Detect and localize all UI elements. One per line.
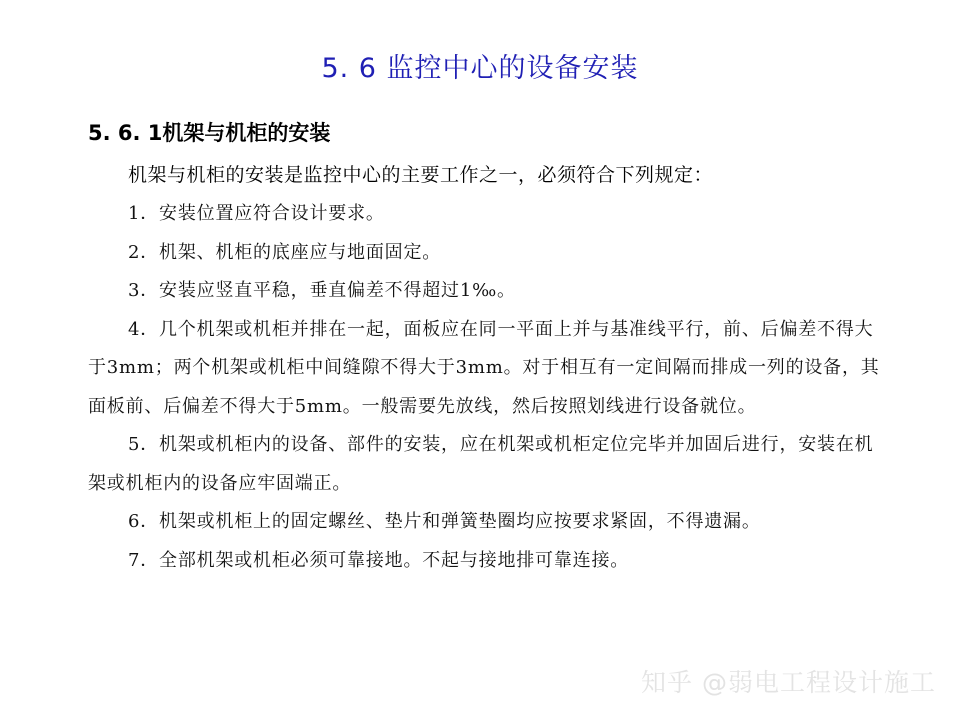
list-item: 6．机架或机柜上的固定螺丝、垫片和弹簧垫圈均应按要求紧固，不得遗漏。: [128, 511, 761, 532]
list-item: 3．安装应竖直平稳，垂直偏差不得超过1‰。: [128, 280, 516, 301]
watermark: 知乎 @弱电工程设计施工: [641, 668, 936, 697]
list-item: 4．几个机架或机柜并排在一起，面板应在同一平面上并与基准线平行，前、后偏差不得大于3mm；两个机架或机柜中间缝隙不得大于3mm。对于相互有一定间隔而排成一列的设备，其面板前、后偏差不得大于5mm。一般需要先放线，然后按照划线进行设备就位。: [88, 318, 880, 417]
section-heading: 5. 6. 1机架与机柜的安装: [88, 121, 331, 145]
list-item: 2．机架、机柜的底座应与地面固定。: [128, 241, 442, 263]
requirements-list: [88, 195, 888, 580]
intro-text: 机架与机柜的安装是监控中心的主要工作之一，必须符合下列规定：: [128, 164, 714, 186]
slide-title: 5. 6 监控中心的设备安装: [321, 53, 639, 84]
list-item: 5．机架或机柜内的设备、部件的安装，应在机架或机柜定位完毕并加固后进行，安装在机架或机柜内的设备应牢固端正。: [88, 434, 874, 494]
list-item: 1．安装位置应符合设计要求。: [128, 203, 385, 224]
list-item: 7．全部机架或机柜必须可靠接地。不起与接地排可靠连接。: [128, 549, 630, 571]
